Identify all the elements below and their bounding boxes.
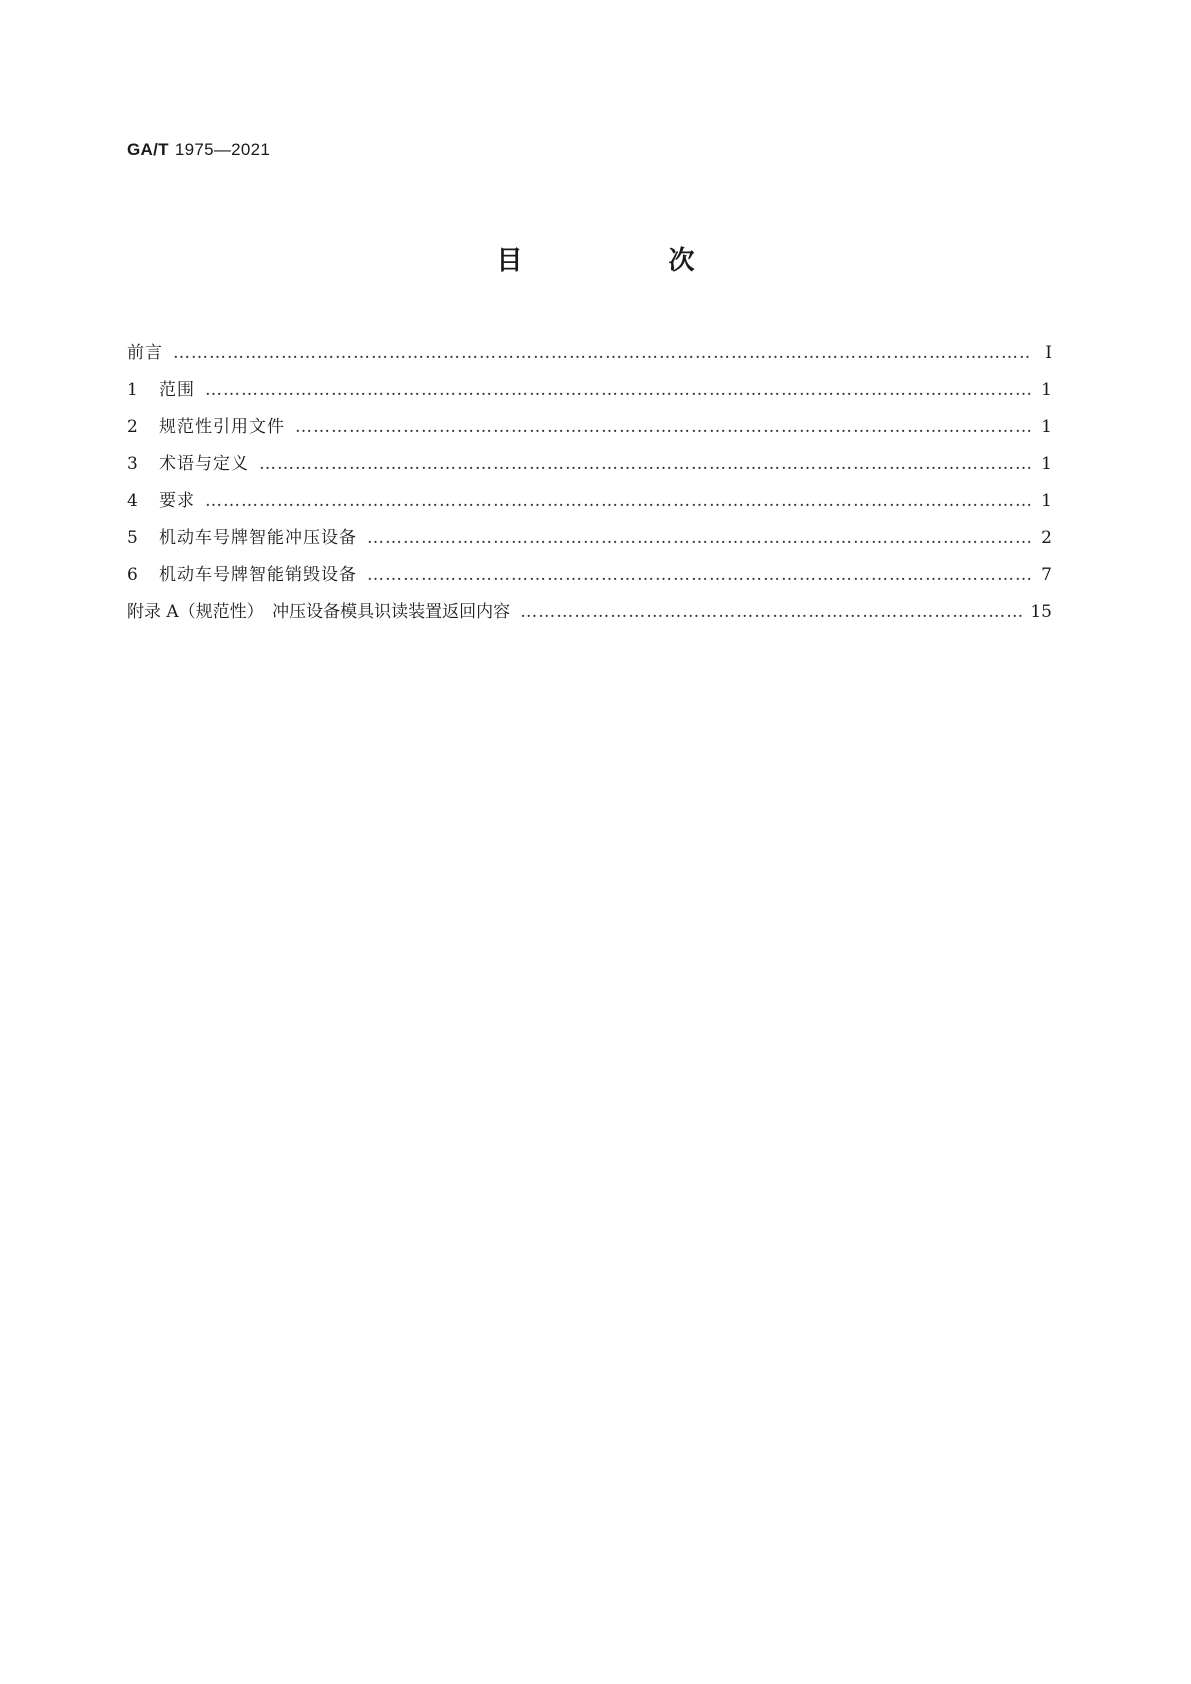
toc-entry-page: 1: [1041, 491, 1052, 511]
toc-entry-page: 2: [1041, 528, 1052, 548]
toc-entry-label: 机动车号牌智能冲压设备: [159, 528, 357, 548]
toc-entry-terms-definitions[interactable]: [127, 449, 1052, 486]
toc-dot-leader: [173, 343, 1032, 363]
table-of-contents: [127, 338, 1052, 634]
toc-entry-number: 3: [127, 454, 138, 474]
toc-entry-page: Ⅰ: [1045, 343, 1052, 363]
standard-code-number: 1975—2021: [174, 140, 271, 159]
toc-entry-page: 15: [1030, 602, 1052, 622]
toc-dot-leader: [367, 565, 1032, 585]
toc-title: 目 次: [496, 246, 755, 276]
toc-entry-label: 附录 A（规范性） 冲压设备模具识读装置返回内容: [127, 602, 511, 622]
toc-entry-label: 规范性引用文件: [159, 417, 285, 437]
toc-entry-number: 1: [127, 380, 138, 400]
toc-dot-leader: [205, 380, 1032, 400]
toc-entry-scope[interactable]: [127, 375, 1052, 412]
toc-dot-leader: [259, 454, 1032, 474]
toc-entry-page: 7: [1041, 565, 1052, 585]
toc-entry-appendix-a[interactable]: [127, 597, 1052, 634]
toc-dot-leader: [520, 602, 1024, 622]
toc-dot-leader: [295, 417, 1032, 437]
toc-entry-label: 机动车号牌智能销毁设备: [159, 565, 357, 585]
toc-entry-requirements[interactable]: [127, 486, 1052, 523]
toc-entry-foreword[interactable]: [127, 338, 1052, 375]
standard-code-prefix: GA/T: [127, 140, 169, 159]
toc-dot-leader: [205, 491, 1032, 511]
toc-entry-number: 5: [127, 528, 138, 548]
toc-dot-leader: [367, 528, 1032, 548]
toc-entry-number: 4: [127, 491, 138, 511]
toc-entry-label: 术语与定义: [159, 454, 249, 474]
toc-entry-label: 前言: [127, 343, 163, 363]
toc-entry-number: 6: [127, 565, 138, 585]
toc-entry-label: 范围: [159, 380, 195, 400]
toc-entry-destruction-equipment[interactable]: [127, 560, 1052, 597]
toc-entry-page: 1: [1041, 417, 1052, 437]
toc-entry-number: 2: [127, 417, 138, 437]
standard-code: [127, 140, 270, 160]
toc-entry-page: 1: [1041, 454, 1052, 474]
toc-entry-label: 要求: [159, 491, 195, 511]
toc-entry-page: 1: [1041, 380, 1052, 400]
toc-entry-normative-references[interactable]: [127, 412, 1052, 449]
toc-entry-stamping-equipment[interactable]: [127, 523, 1052, 560]
